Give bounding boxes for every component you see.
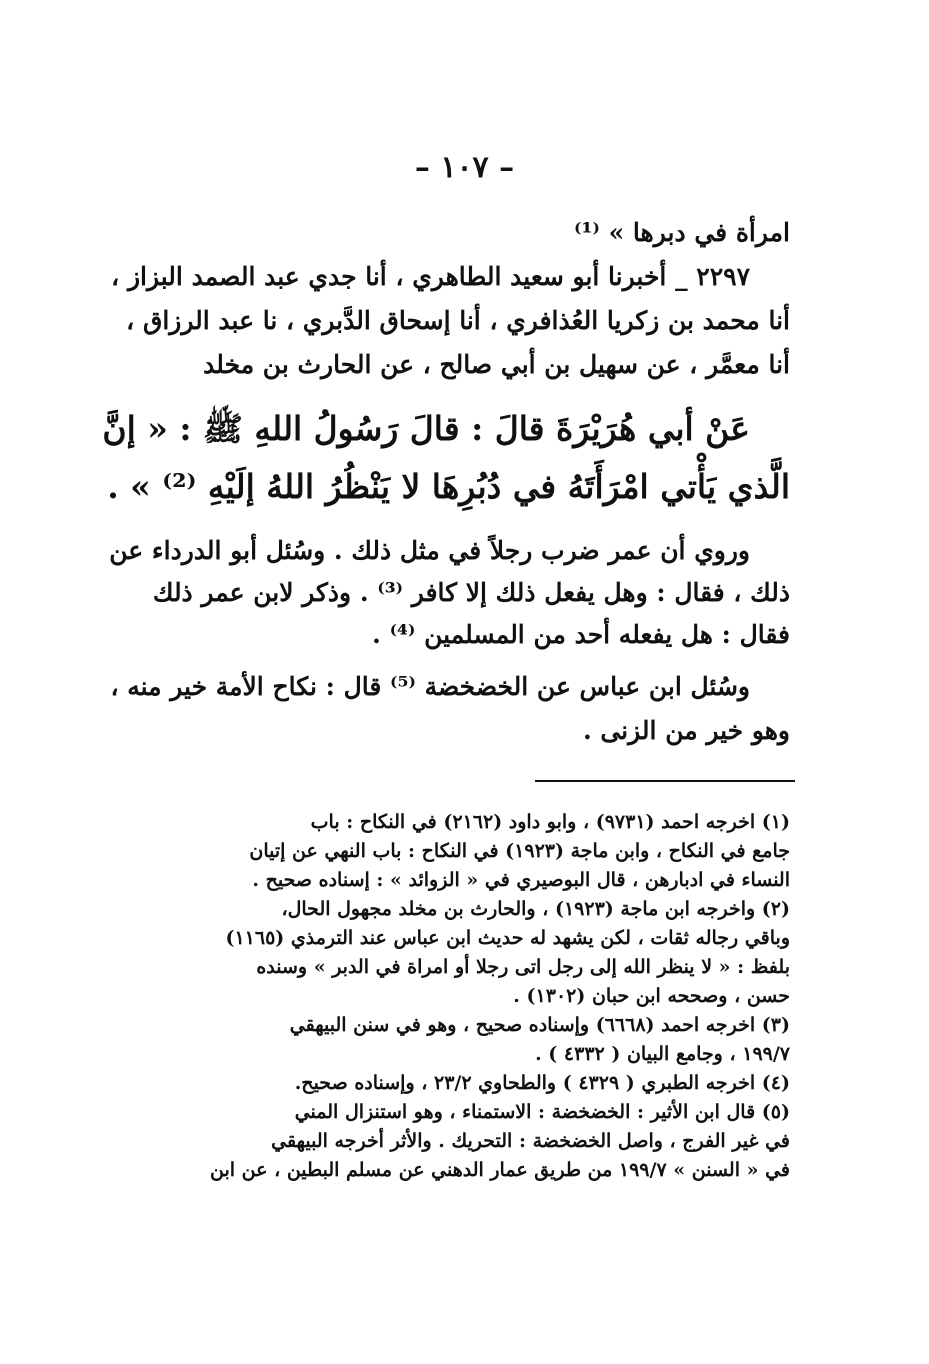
text-line: فقال : هل يفعله أحد من المسلمين ⁽⁴⁾ . — [372, 620, 790, 649]
paragraph-continuation — [140, 210, 790, 256]
text-line: وهو خير من الزنى . — [582, 716, 790, 745]
text-line: وسُئل ابن عباس عن الخضخضة ⁽⁵⁾ قال : نكاح الأمة خير منه ، — [110, 672, 750, 701]
footnote-line: (١) اخرجه احمد (٩٧٣١) ، وابو داود (٢١٦٢) في النكاح : باب — [310, 811, 790, 833]
text-line: عَنْ أبي هُرَيْرَةَ قالَ : قالَ رَسُولُ اللهِ ﷺ : « إنَّ — [102, 409, 750, 448]
footnotes — [140, 808, 790, 1185]
footnote-line: في « السنن » ١٩٩/٧ من طريق عمار الدهني عن مسلم البطين ، عن ابن — [210, 1159, 790, 1181]
footnote-line: بلفظ : « لا ينظر الله إلى رجل اتى رجلا أو امراة في الدبر » وسنده — [256, 956, 790, 978]
footnote-line: وباقي رجاله ثقات ، لكن يشهد له حديث ابن عباس عند الترمذي (١١٦٥) — [225, 927, 790, 949]
isnad-paragraph — [111, 255, 790, 387]
footnote-divider — [535, 780, 795, 782]
footnote-line: حسن ، وصححه ابن حبان (١٣٠٢) . — [513, 985, 790, 1007]
text-line: ذلك ، فقال : وهل يفعل ذلك إلا كافر ⁽³⁾ . وذكر لابن عمر ذلك — [152, 578, 790, 607]
text-line: أنا معمَّر ، عن سهيل بن أبي صالح ، عن الحارث بن مخلد — [203, 350, 790, 379]
narration-paragraph — [109, 530, 790, 656]
text-line: أنا محمد بن زكريا العُذافري ، أنا إسحاق الدَّبري ، نا عبد الرزاق ، — [126, 306, 790, 335]
footnote-line: (٥) قال ابن الأثير : الخضخضة : الاستمناء ، وهو استنزال المني — [294, 1101, 790, 1123]
footnote-line: جامع في النكاح ، وابن ماجة (١٩٢٣) في النكاح : باب النهي عن إتيان — [249, 840, 790, 862]
footnote-line: ١٩٩/٧ ، وجامع البيان ( ٤٣٣٢ ) . — [535, 1043, 790, 1065]
footnote-line: (٢) واخرجه ابن ماجة (١٩٢٣) ، والحارث بن مخلد مجهول الحال، — [281, 898, 790, 920]
text-line: الَّذي يَأْتي امْرَأَتَهُ في دُبُرِهَا لا يَنْظُرُ اللهُ إلَيْهِ ⁽²⁾ » . — [107, 467, 790, 506]
text-line: امرأة في دبرها » ⁽¹⁾ — [574, 218, 790, 247]
narration-paragraph — [110, 665, 790, 753]
footnote-line: (٤) اخرجه الطبري ( ٤٣٢٩ ) والطحاوي ٢٣/٢ ، وإسناده صحيح. — [294, 1072, 790, 1094]
footnote-line: النساء في ادبارهن ، قال البوصيري في « الزوائد » : إسناده صحيح . — [252, 869, 790, 891]
text-line: ٢٢٩٧ _ أخبرنا أبو سعيد الطاهري ، أنا جدي عبد الصمد البزاز ، — [111, 262, 750, 291]
footnote-line: في غير الفرج ، واصل الخضخضة : التحريك . والأثر أخرجه البيهقي — [271, 1130, 790, 1152]
footnote-line: (٣) اخرجه احمد (٦٦٦٨) وإسناده صحيح ، وهو في سنن البيهقي — [289, 1014, 790, 1036]
page-number: – ١٠٧ – — [414, 150, 515, 185]
hadith-text — [102, 400, 790, 516]
text-line: وروي أن عمر ضرب رجلاً في مثل ذلك . وسُئل أبو الدرداء عن — [109, 536, 750, 565]
